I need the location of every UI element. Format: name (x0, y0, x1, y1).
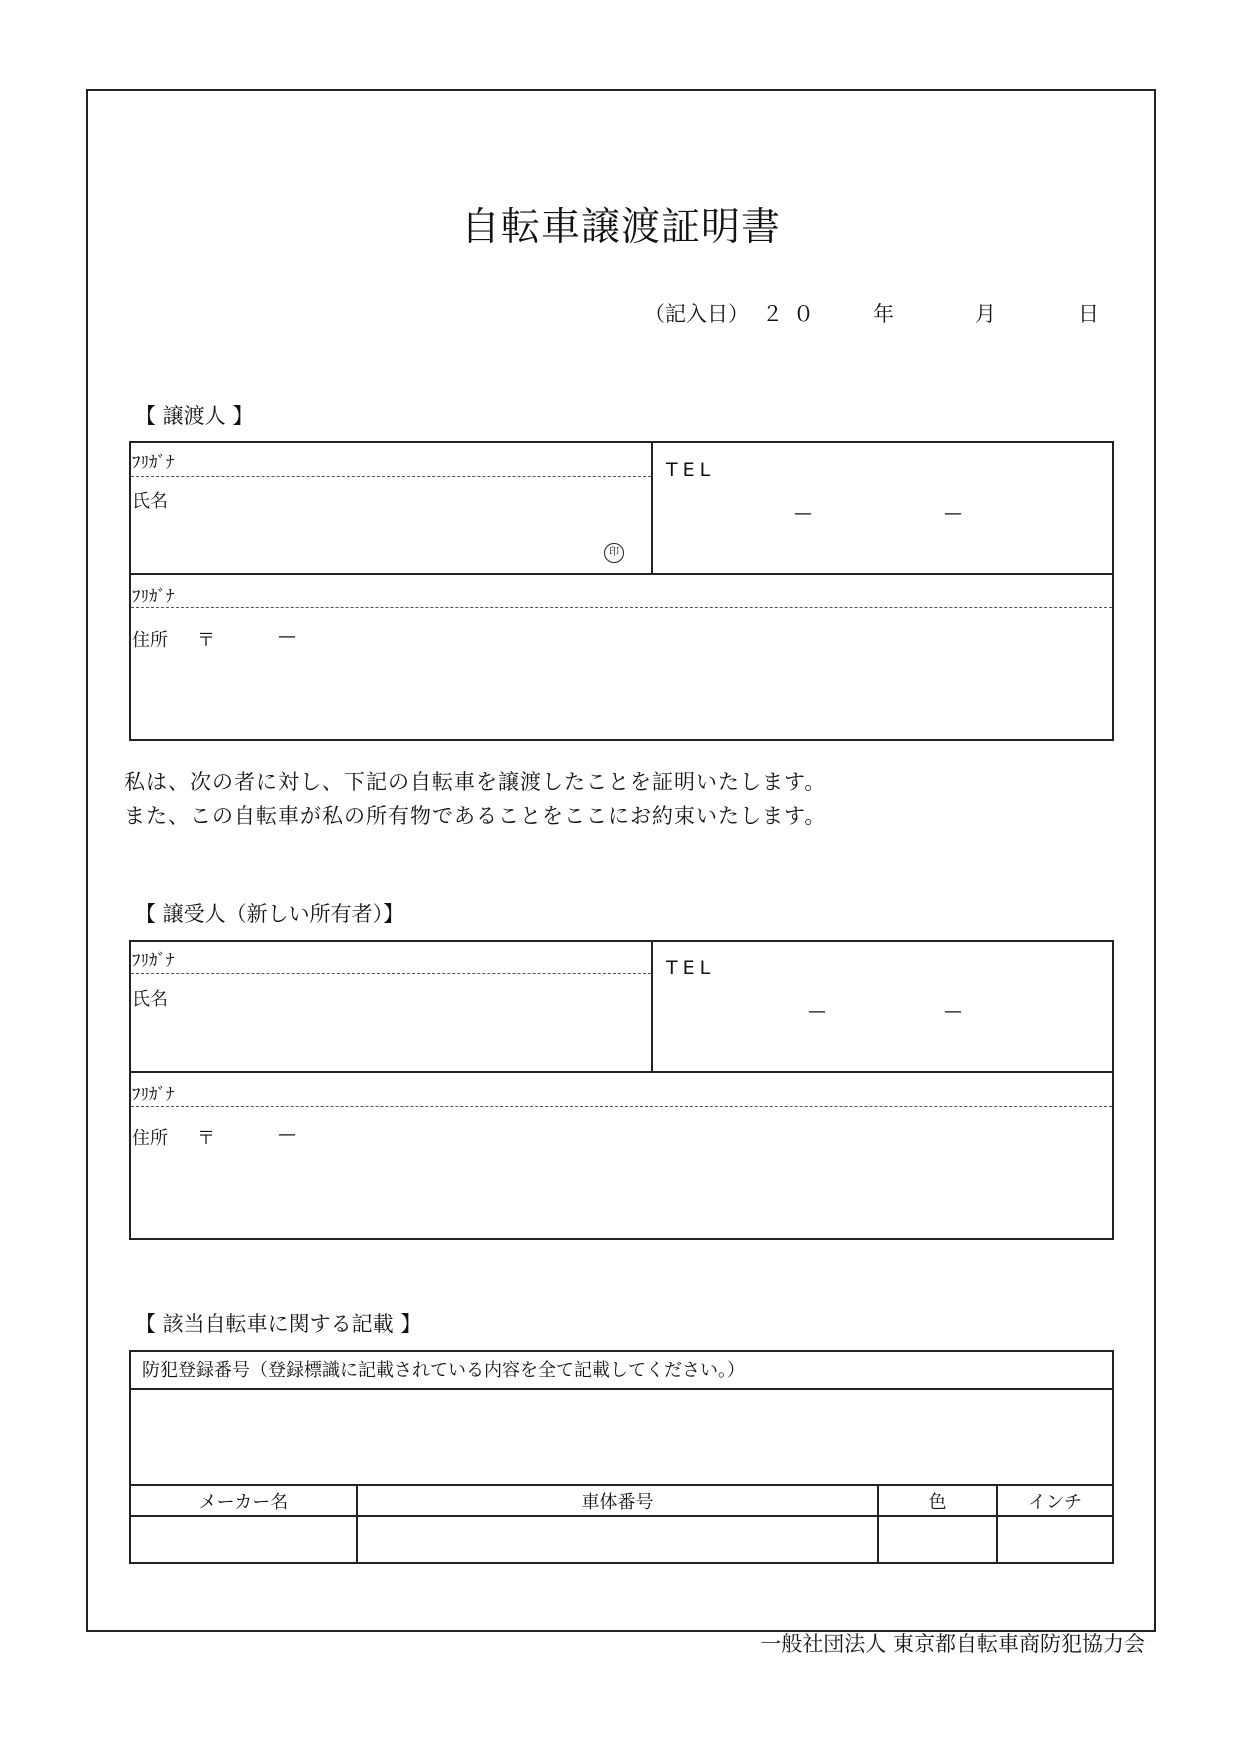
bicycle-heading: 【 該当自転車に関する記載 】 (135, 1312, 422, 1336)
transferor-heading: 【 譲渡人 】 (135, 404, 254, 428)
transferee-furigana-divider (131, 973, 651, 974)
transferee-row-divider (129, 1071, 1114, 1073)
transferee-heading: 【 譲受人（新しい所有者）】 (135, 902, 405, 926)
transferee-tel-separator-2: — (944, 1001, 962, 1022)
date-year-field[interactable] (810, 296, 869, 324)
transferor-name-tel-divider (651, 441, 653, 575)
seal-mark-icon: 印 (604, 543, 624, 563)
date-year-label: 年 (873, 302, 894, 326)
column-header-maker: メーカー名 (198, 1492, 289, 1513)
date-era-prefix: ２０ (762, 302, 824, 326)
transferee-name-label: 氏名 (132, 989, 168, 1010)
registration-number-field[interactable] (140, 1395, 1104, 1481)
date-label: （記入日） (644, 302, 749, 326)
column-header-frame-number: 車体番号 (581, 1492, 654, 1513)
transferee-address-label: 住所 (132, 1128, 168, 1149)
frame-number-field[interactable] (362, 1522, 876, 1560)
transferee-tel-field[interactable] (700, 1002, 1084, 1034)
transferor-row-divider (129, 573, 1114, 575)
transferor-address-furigana-divider (131, 607, 1112, 608)
maker-field[interactable] (135, 1522, 354, 1560)
transferee-tel-separator-1: — (808, 1001, 826, 1022)
columns-header-divider (129, 1515, 1114, 1517)
column-header-inch: インチ (1028, 1492, 1082, 1513)
transferor-address-field[interactable] (140, 660, 1104, 734)
transferor-tel-label: TEL (666, 459, 716, 481)
transferee-name-tel-divider (651, 940, 653, 1073)
transferor-furigana-field[interactable] (200, 446, 644, 474)
transferee-postal-separator: — (278, 1124, 296, 1145)
transferee-address-furigana-divider (131, 1106, 1112, 1107)
inch-field[interactable] (1002, 1522, 1112, 1560)
date-month-field[interactable] (910, 296, 974, 324)
transferor-name-field[interactable] (190, 510, 594, 552)
column-header-color: 色 (928, 1492, 947, 1513)
transferee-furigana-label: ﾌﾘｶﾞﾅ (132, 951, 175, 971)
transferor-name-label: 氏名 (132, 491, 168, 512)
date-day-field[interactable] (1010, 296, 1074, 324)
transferor-tel-separator-2: — (944, 503, 962, 524)
transferee-tel-label: TEL (666, 957, 716, 979)
transferee-furigana-field[interactable] (200, 944, 644, 972)
transferor-tel-field[interactable] (700, 504, 1084, 536)
transferee-address-furigana-label: ﾌﾘｶﾞﾅ (132, 1085, 175, 1105)
transferor-furigana-divider (131, 476, 651, 477)
columns-top-divider (129, 1484, 1114, 1486)
statement-line-2: また、この自転車が私の所有物であることをここにお約束いたします。 (124, 804, 827, 828)
transferor-address-label: 住所 (132, 630, 168, 651)
color-field[interactable] (883, 1522, 995, 1560)
transferor-address-furigana-field[interactable] (200, 580, 1104, 606)
transferee-address-field[interactable] (140, 1158, 1104, 1232)
transferee-name-field[interactable] (190, 1010, 614, 1052)
transferor-address-furigana-label: ﾌﾘｶﾞﾅ (132, 587, 175, 607)
date-day-label: 日 (1078, 302, 1099, 326)
transferor-furigana-label: ﾌﾘｶﾞﾅ (132, 453, 175, 473)
transferor-postal-separator: — (278, 626, 296, 647)
transferee-address-furigana-field[interactable] (200, 1078, 1104, 1104)
statement-line-1: 私は、次の者に対し、下記の自転車を譲渡したことを証明いたします。 (124, 770, 827, 794)
postal-mark-icon: 〒 (197, 630, 215, 651)
postal-mark-icon: 〒 (197, 1128, 215, 1149)
transferor-tel-separator-1: — (794, 503, 812, 524)
document-title: 自転車譲渡証明書 (460, 205, 781, 250)
registration-header-divider (129, 1388, 1114, 1390)
footer-organization: 一般社団法人 東京都自転車商防犯協力会 (760, 1632, 1145, 1656)
registration-number-label: 防犯登録番号（登録標識に記載されている内容を全て記載してください。） (142, 1360, 745, 1381)
date-month-label: 月 (975, 302, 996, 326)
